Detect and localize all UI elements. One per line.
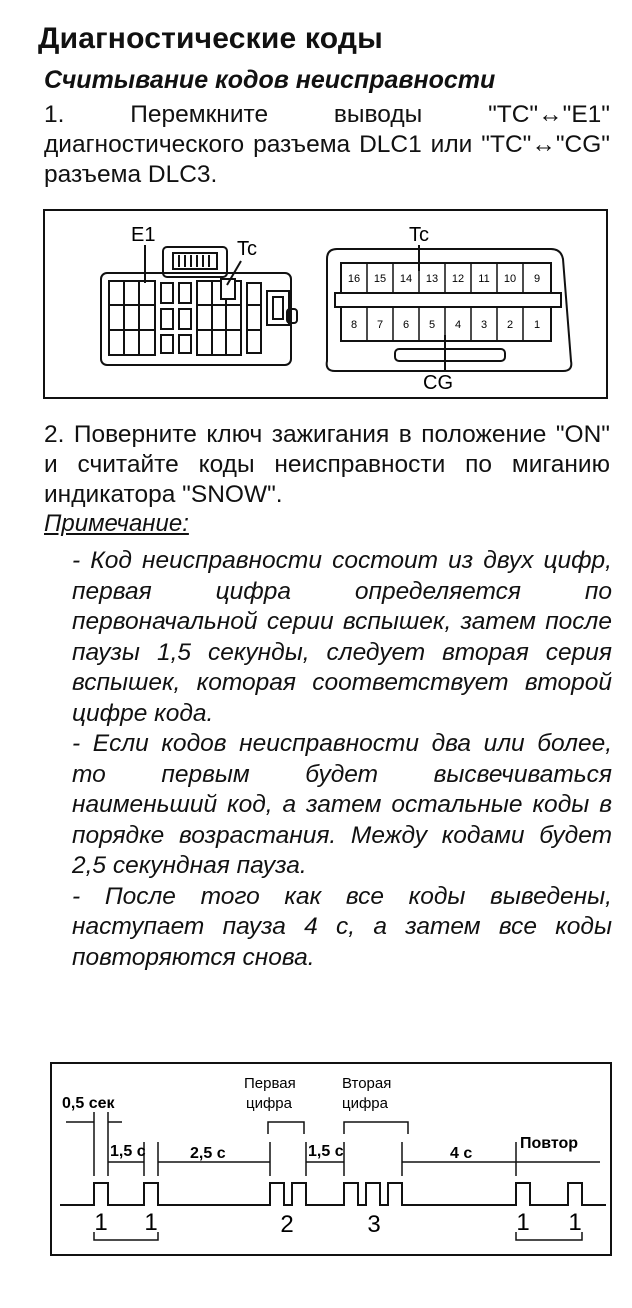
timing-diagram-svg — [52, 1064, 610, 1254]
timing-first-digit-label-2: цифра — [246, 1095, 292, 1112]
timing-pulse-label: 0,5 сек — [62, 1095, 115, 1112]
connector-diagram — [43, 209, 608, 399]
notes-block — [72, 546, 612, 973]
dlc1-e1-label: E1 — [131, 224, 156, 246]
dlc3-connector — [327, 249, 572, 371]
dlc3-pin-1: 1 — [533, 319, 541, 331]
dlc3-pin-6: 6 — [402, 319, 410, 331]
timing-digit-1d: 1 — [568, 1209, 582, 1236]
step-2-text: 2. Поверните ключ зажигания в положение "ON" и считайте коды неисправности по миганию индикатора "SNOW". — [44, 421, 610, 508]
page-title: Диагностические коды — [38, 22, 383, 55]
dlc3-pin-4: 4 — [454, 319, 462, 331]
dlc3-pin-14: 14 — [399, 273, 413, 285]
section-subtitle: Считывание кодов неисправности — [44, 66, 496, 94]
timing-digit-3: 3 — [367, 1211, 381, 1238]
dlc3-pin-13: 13 — [425, 273, 439, 285]
timing-pulse-waveform — [60, 1183, 606, 1205]
dlc3-pin-12: 12 — [451, 273, 465, 285]
timing-gap-1-5-b: 1,5 с — [308, 1143, 344, 1160]
timing-gap-2-5: 2,5 с — [190, 1145, 226, 1162]
timing-second-digit-label-2: цифра — [342, 1095, 388, 1112]
timing-digit-1a: 1 — [94, 1209, 108, 1236]
note-item-3: - После того как все коды выведены, наступает пауза 4 с, а затем все коды повторяются снова. — [72, 882, 612, 971]
timing-digit-labels — [94, 1209, 581, 1238]
connector-diagram-svg — [45, 211, 606, 397]
note-item-2: - Если кодов неисправности два или более, то первым будет высвечиваться наименьший код, а затем остальные коды в порядке возрастания. Между кодами будет 2,5 секундная пауза. — [72, 730, 612, 879]
timing-gap-4: 4 с — [450, 1145, 473, 1162]
dlc3-pin-7: 7 — [376, 319, 384, 331]
timing-first-digit-label-1: Первая — [244, 1075, 296, 1092]
timing-digit-1b: 1 — [144, 1209, 158, 1236]
dlc3-pin-10: 10 — [503, 273, 517, 285]
dlc3-tc-label: Tc — [409, 224, 429, 246]
timing-gap-1-5-a: 1,5 с — [110, 1143, 146, 1160]
dlc1-tc-label: Tc — [237, 238, 257, 260]
timing-repeat-label: Повтор — [520, 1135, 579, 1152]
dlc3-pin-16: 16 — [347, 273, 361, 285]
dlc3-pin-9: 9 — [533, 273, 541, 285]
timing-digit-1c: 1 — [516, 1209, 530, 1236]
dlc1-connector — [101, 247, 297, 365]
dlc3-pin-3: 3 — [480, 319, 488, 331]
dlc3-pin-8: 8 — [350, 319, 358, 331]
note-item-1: - Код неисправности состоит из двух цифр, первая цифра определяется по первоначальной серии вспышек, затем после паузы 1,5 секунды, следует вторая серия вспышек, которая соответствует второй цифре кода. — [72, 547, 612, 727]
timing-second-digit-label-1: Вторая — [342, 1075, 392, 1092]
timing-diagram — [50, 1062, 612, 1256]
dlc3-pin-cells — [367, 263, 523, 341]
dlc3-pin-11: 11 — [478, 273, 490, 285]
dlc3-cg-label: CG — [423, 372, 453, 394]
dlc3-pin-2: 2 — [506, 319, 514, 331]
step-1-text: 1. Перемкните выводы "TC"↔"E1" диагностического разъема DLC1 или "TC"↔"CG" разъема DLC3. — [44, 101, 610, 188]
timing-digit-2: 2 — [280, 1211, 294, 1238]
note-label: Примечание: — [44, 510, 189, 537]
dlc3-pin-5: 5 — [428, 319, 436, 331]
dlc3-pin-15: 15 — [373, 273, 387, 285]
dlc3-pin-labels — [348, 273, 540, 331]
